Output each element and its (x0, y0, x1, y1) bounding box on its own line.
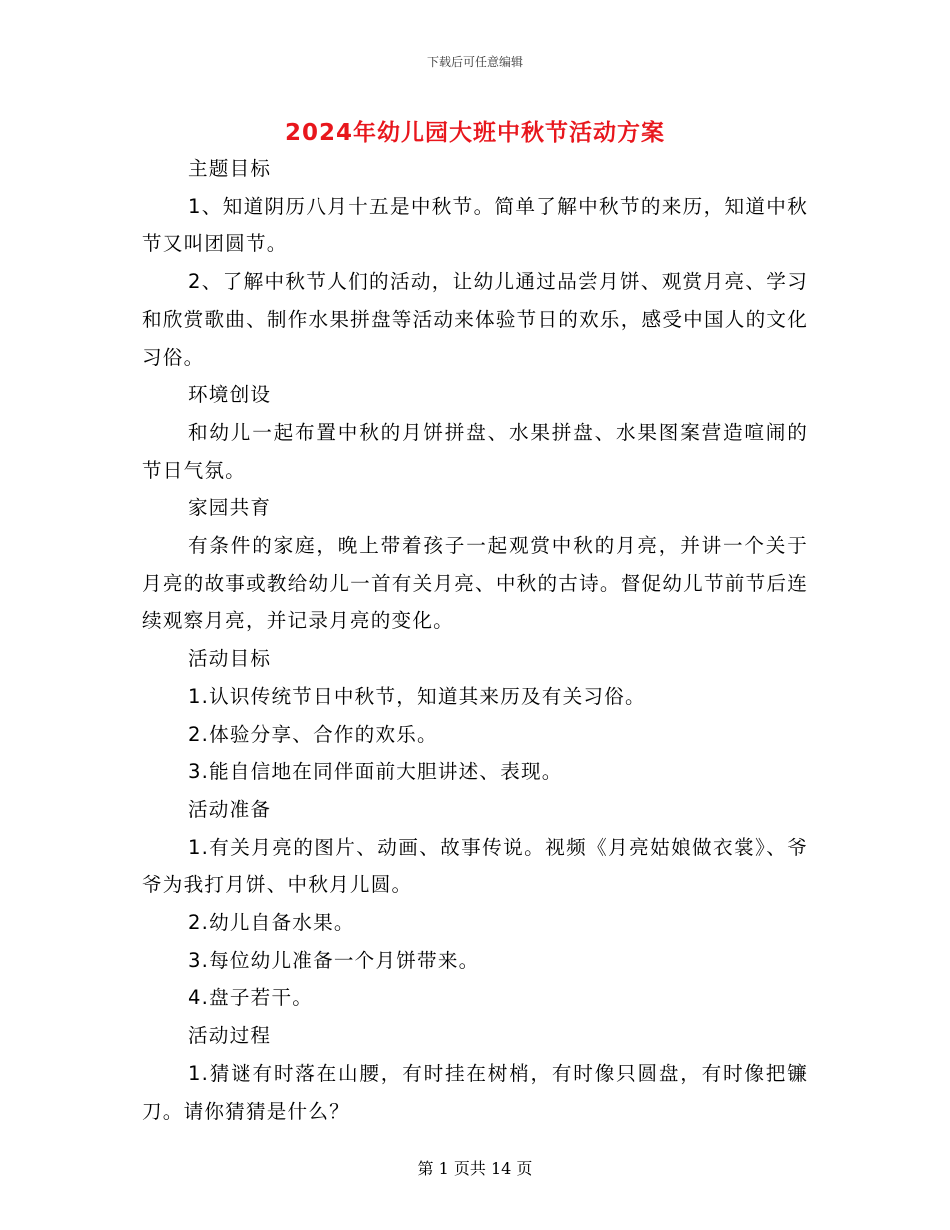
header-note: 下载后可任意编辑 (426, 55, 523, 69)
paragraph-activity-goal-2: 2.体验分享、合作的欢乐。 (188, 722, 438, 746)
paragraph-preparation-3: 3.每位幼儿准备一个月饼带来。 (188, 948, 480, 972)
paragraph-environment: 和幼儿一起布置中秋的月饼拼盘、水果拼盘、水果图案营造喧闹的节日气氛。 (142, 420, 808, 482)
paragraph-goal-1: 1、知道阴历八月十五是中秋节。简单了解中秋节的来历，知道中秋节又叫团圆节。 (142, 194, 808, 256)
section-heading-theme-goals: 主题目标 (188, 157, 272, 180)
section-heading-environment: 环境创设 (188, 383, 272, 407)
paragraph-activity-goal-3: 3.能自信地在同伴面前大胆讲述、表现。 (188, 760, 563, 784)
paragraph-process-1: 1.猜谜有时落在山腰，有时挂在树梢，有时像只圆盘，有时像把镰刀。请你猜猜是什么？ (142, 1061, 808, 1123)
section-heading-preparation: 活动准备 (188, 797, 272, 821)
document-body (142, 150, 808, 1130)
paragraph-activity-goal-1: 1.认识传统节日中秋节，知道其来历及有关习俗。 (188, 684, 646, 708)
section-heading-process: 活动过程 (188, 1024, 272, 1048)
section-heading-home-school: 家园共育 (188, 496, 272, 520)
document-title: 2024年幼儿园大班中秋节活动方案 (284, 120, 665, 146)
paragraph-preparation-1: 1.有关月亮的图片、动画、故事传说。视频《月亮姑娘做衣裳》、爷爷为我打月饼、中秋月儿圆。 (142, 835, 808, 897)
section-heading-activity-goals: 活动目标 (188, 647, 272, 671)
paragraph-preparation-4: 4.盘子若干。 (188, 986, 314, 1010)
paragraph-preparation-2: 2.幼儿自备水果。 (188, 911, 355, 935)
paragraph-home-school: 有条件的家庭，晚上带着孩子一起观赏中秋的月亮，并讲一个关于月亮的故事或教给幼儿一首有关月亮、中秋的古诗。督促幼儿节前节后连续观察月亮，并记录月亮的变化。 (142, 534, 808, 633)
page-footer: 第 1 页共 14 页 (417, 1159, 533, 1178)
paragraph-goal-2: 2、了解中秋节人们的活动，让幼儿通过品尝月饼、观赏月亮、学习和欣赏歌曲、制作水果拼盘等活动来体验节日的欢乐，感受中国人的文化习俗。 (142, 270, 808, 369)
